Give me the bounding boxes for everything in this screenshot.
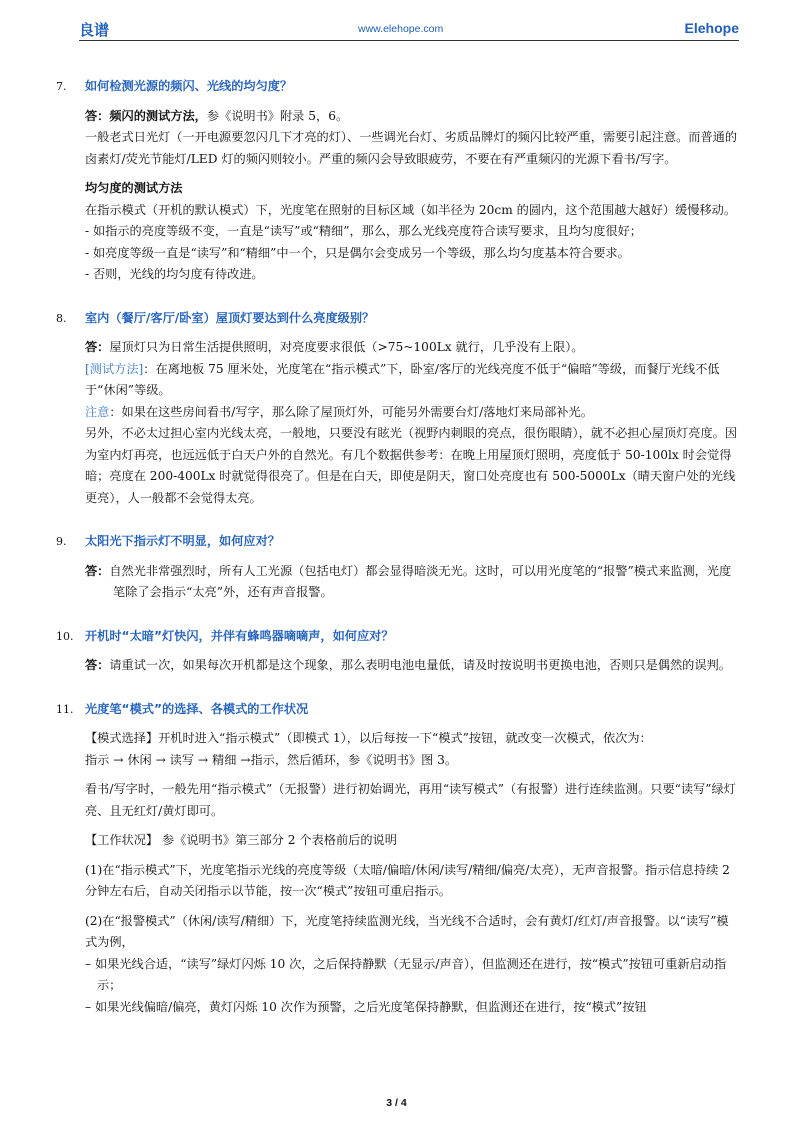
question-title: 开机时“太暗”灯快闪，并伴有蜂鸣器嘀嘀声，如何应对？ xyxy=(85,628,394,643)
answer-line xyxy=(85,561,740,604)
question-number: 9. xyxy=(56,535,67,548)
dash-item: – 如果光线偏暗/偏亮，黄灯闪烁 10 次作为预警，之后光度笔保持静默，但监测还在进行，按“模式”按钮 xyxy=(85,999,647,1014)
question-8-body xyxy=(56,337,740,509)
question-7-heading xyxy=(56,76,740,98)
paragraph: 在指示模式（开机的默认模式）下，光度笔在照射的目标区域（如半径为 20cm 的圆内，这个范围越大越好）缓慢移动。 xyxy=(85,202,737,217)
question-title: 太阳光下指示灯不明显，如何应对？ xyxy=(85,534,280,548)
test-method-text: ：在离地板 75 厘米处，光度笔在“指示模式”下，卧室/客厅的光线亮度不低于“偏暗”等级，而餐厅光线不低于“休闲”等级。 xyxy=(85,361,720,397)
answer-label: 答： xyxy=(85,563,110,578)
answer-emphasis: 频闪的测试方法， xyxy=(109,108,207,123)
question-number: 10. xyxy=(56,629,74,643)
bullet-item: - 如指示的亮度等级不变，一直是“读写”或“精细”，那么，那么光线亮度符合读写要求，且均匀度很好； xyxy=(85,224,642,238)
header-brand: 良谱 xyxy=(79,22,110,39)
note-label: 注意 xyxy=(85,404,110,419)
question-number: 11. xyxy=(56,702,74,716)
header-url[interactable]: www.elehope.com xyxy=(358,23,444,35)
dash-item: – 如果光线合适，“读写”绿灯闪烁 10 次，之后保持静默（无显示/声音），但监测还在进行，按“模式”按钮可重新启动指示； xyxy=(85,956,727,992)
note xyxy=(85,402,740,424)
paragraph: 【工作状况】 参《说明书》第三部分 2 个表格前后的说明 xyxy=(85,833,397,847)
question-title: 如何检测光源的频闪、光线的均匀度？ xyxy=(85,79,293,93)
question-10-heading xyxy=(56,626,740,648)
question-number: 8. xyxy=(56,311,67,325)
paragraph: 另外，不必太过担心室内光线太亮，一般地，只要没有眩光（视野内刺眼的亮点，很伤眼睛），就不必担心屋顶灯亮度。因为室内灯再亮，也远远低于白天户外的自然光。有几个数据供参考：在晚上用屋顶灯照明，亮度低于 50-100lx 时会觉得暗；亮度在 200-400Lx 时就觉得很亮了。但是在白天，即使是阴天，窗口处亮度也有 500-5000Lx（晴天窗户处的光线更亮），人一般都不会觉得太亮。 xyxy=(85,426,738,505)
test-method-label: [测试方法] xyxy=(85,361,144,376)
answer-label: 答： xyxy=(85,340,110,354)
question-11-heading xyxy=(56,699,740,721)
question-9-body xyxy=(56,561,740,604)
question-8-heading xyxy=(56,308,740,330)
question-title: 室内（餐厅/客厅/卧室）屋顶灯要达到什么亮度级别？ xyxy=(85,310,375,325)
answer-label: 答： xyxy=(85,108,110,123)
question-10-body xyxy=(56,655,740,677)
paragraph: 看书/写字时，一般先用“指示模式”（无报警）进行初始调光，再用“读写模式”（有报警）进行连续监测。只要“读写”绿灯亮、且无红灯/黄灯即可。 xyxy=(85,782,736,818)
paragraph: (1)在“指示模式”下，光度笔指示光线的亮度等级（太暗/偏暗/休闲/读写/精细/偏亮/太亮），无声音报警。指示信息持续 2 分钟左右后，自动关闭指示以节能，按一次“模式”按钮可重启指示。 xyxy=(85,862,730,898)
paragraph: 【模式选择】开机时进入“指示模式”（即模式 1），以后每按一下“模式”按钮，就改变一次模式，依次为： xyxy=(85,731,652,745)
page-number: 3 / 4 xyxy=(386,1097,407,1109)
answer-text: 请重试一次，如果每次开机都是这个现象，那么表明电池电量低，请及时按说明书更换电池，否则只是偶然的误判。 xyxy=(109,658,731,672)
test-method xyxy=(85,359,740,402)
answer-line xyxy=(85,655,740,677)
bullet-item: - 如亮度等级一直是“读写”和“精细”中一个，只是偶尔会变成另一个等级，那么均匀度基本符合要求。 xyxy=(85,245,630,260)
header-company-name: Elehope xyxy=(684,20,739,36)
answer-text: 自然光非常强烈时，所有人工光源（包括电灯）都会显得暗淡无光。这时，可以用光度笔的“报警”模式来监测，光度笔除了会指示“太亮”外，还有声音报警。 xyxy=(109,563,732,599)
answer-text: 屋顶灯只为日常生活提供照明，对亮度要求很低（>75~100Lx 就行，几乎没有上限）。 xyxy=(109,340,584,354)
question-number: 7. xyxy=(56,80,67,93)
bullet-item: - 否则，光线的均匀度有待改进。 xyxy=(85,267,264,281)
note-text: ：如果在这些房间看书/写字，那么除了屋顶灯外，可能另外需要台灯/落地灯来局部补光。 xyxy=(109,404,593,419)
paragraph: 指示 → 休闲 → 读写 → 精细 →指示，然后循环，参《说明书》图 3。 xyxy=(85,752,458,767)
question-11-body xyxy=(56,728,740,1018)
document-content xyxy=(56,76,740,1018)
answer-text: 参《说明书》附录 5，6。 xyxy=(206,108,349,123)
paragraph: (2)在“报警模式”（休闲/读写/精细）下，光度笔持续监测光线，当光线不合适时，会有黄灯/红灯/声音报警。以“读写”模式为例， xyxy=(85,913,729,949)
question-9-heading xyxy=(56,531,740,553)
page-header xyxy=(79,14,739,41)
subheading-uniformity: 均匀度的测试方法 xyxy=(85,181,183,195)
paragraph: 一般老式日光灯（一开电源要忽闪几下才亮的灯）、一些调光台灯、劣质品牌灯的频闪比较严重，需要引起注意。而普通的卤素灯/荧光节能灯/LED 灯的频闪则较小。严重的频闪会导致眼疲劳，不要在有严重频闪的光源下看书/写字。 xyxy=(85,130,738,166)
answer-line xyxy=(85,337,740,359)
question-7-body xyxy=(56,106,740,286)
answer-label: 答： xyxy=(85,658,110,672)
question-title: 光度笔“模式”的选择、各模式的工作状况 xyxy=(85,701,309,716)
answer-line xyxy=(85,106,740,128)
